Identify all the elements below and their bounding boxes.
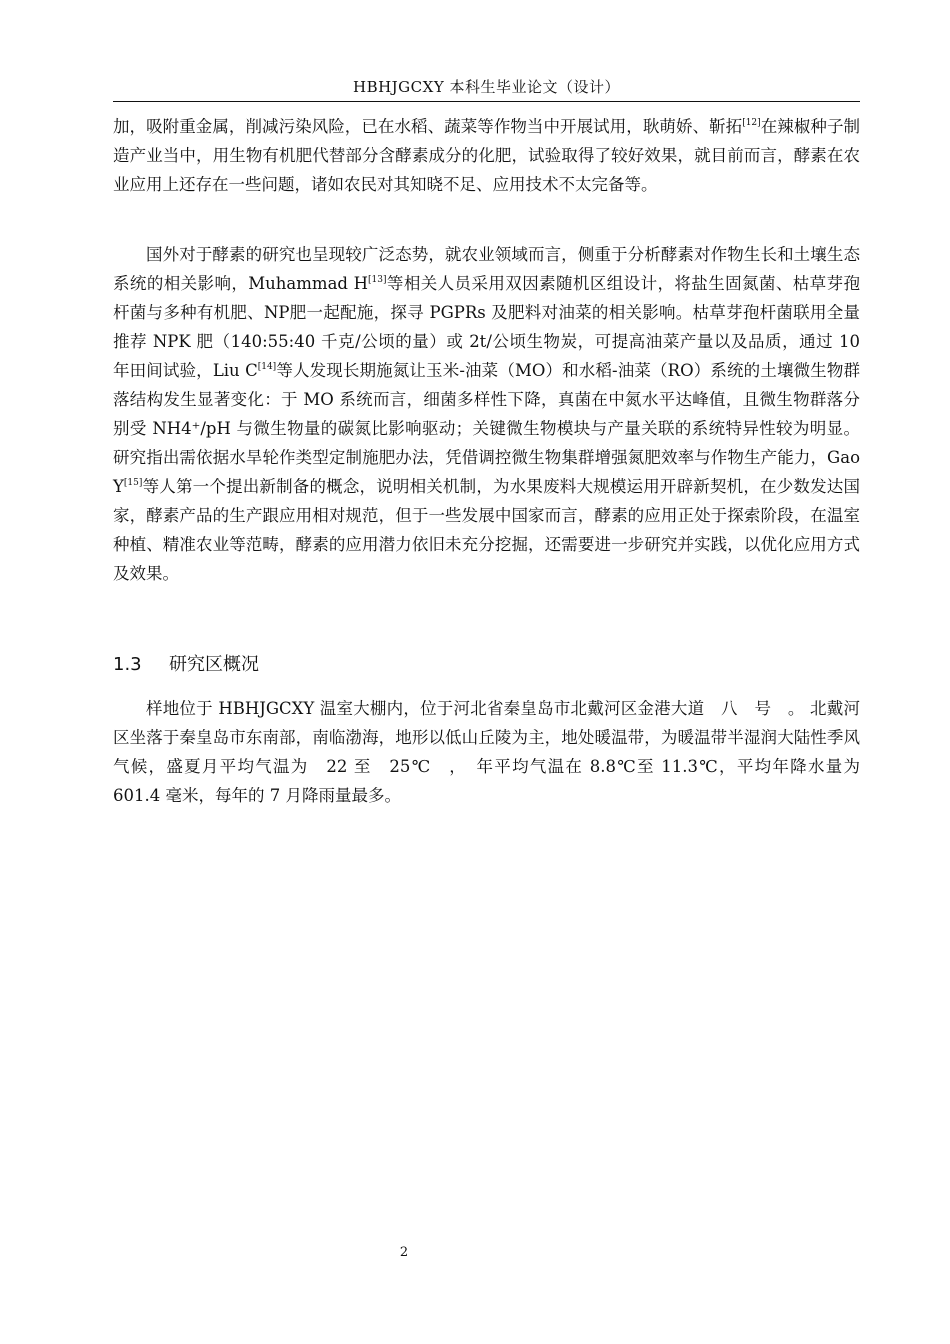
section-number: 1.3 [113,654,142,675]
paragraph-2 [113,240,860,588]
citation-15: [15] [123,478,143,488]
page-number: 2 [399,1245,409,1260]
paragraph-3-text: 样地位于 HBHJGCXY 温室大棚内，位于河北省秦皇岛市北戴河区金港大道 八 号 。 北戴河区坐落于秦皇岛市东南部，南临渤海，地形以低山丘陵为主，地处暖温带，为暖温带半湿润大陆性季风气候，盛夏月平均气温为 22 至 25℃ ， 年平均气温在 8.8℃至 11.3℃，平均年降水量为 601.4 毫米，每年的 7 月降雨量最多。 [113,699,860,805]
citation-12: [12] [742,118,761,128]
paragraph-2-text-2: 等相关人员采用双因素随机区组设计，将盐生固氮菌、枯草芽孢杆菌与多种有机肥、NP肥一起配施，探寻 PGPRs 及肥料对油菜的相关影响。枯草芽孢杆菌联用全量推荐 NPK 肥（140:55:40 千克/公顷的量）或 2t/公顷生物炭，可提高油菜产量以及品质，通过 10 年田间试验，Liu C [113,274,861,380]
paragraph-1 [113,112,860,199]
paragraph-2-text-4: 等人第一个提出新制备的概念，说明相关机制，为水果废料大规模运用开辟新契机，在少数发达国家，酵素产品的生产跟应用相对规范，但于一些发展中国家而言，酵素的应用正处于探索阶段，在温室种植、精准农业等范畴，酵素的应用潜力依旧未充分挖掘，还需要进一步研究并实践，以优化应用方式及效果。 [113,477,860,583]
paragraph-1-text-a: 加，吸附重金属，削减污染风险，已在水稻、蔬菜等作物当中开展试用，耿萌娇、靳拓 [113,117,743,136]
paragraph-1-text-b: 在辣椒种子制造产业当中，用生物有机肥代替部分含酵素成分的化肥，试验取得了较好效果，就目前而言，酵素在农业应用上还存在一些问题，诸如农民对其知晓不足、应用技术不太完备等。 [113,117,861,194]
citation-13: [13] [368,275,387,285]
header-rule [113,101,860,102]
citation-14: [14] [257,362,277,372]
section-title: 研究区概况 [169,654,259,675]
paragraph-3 [113,694,860,810]
section-heading [113,652,259,678]
page-header: HBHJGCXY 本科生毕业论文（设计） [352,78,620,96]
paragraph-2-text-1: 国外对于酵素的研究也呈现较广泛态势，就农业领域而言，侧重于分析酵素对作物生长和土壤生态系统的相关影响，Muhammad H [113,245,860,293]
paragraph-2-text-3: 等人发现长期施氮让玉米-油菜（MO）和水稻-油菜（RO）系统的土壤微生物群落结构发生显著变化：于 MO 系统而言，细菌多样性下降，真菌在中氮水平达峰值，且微生物群落分别受 NH4⁺/pH 与微生物量的碳氮比影响驱动；关键微生物模块与产量关联的系统特异性较为明显。研究指出需依据水旱轮作类型定制施肥办法，凭借调控微生物集群增强氮肥效率与作物生产能力，Gao Y [113,361,861,496]
